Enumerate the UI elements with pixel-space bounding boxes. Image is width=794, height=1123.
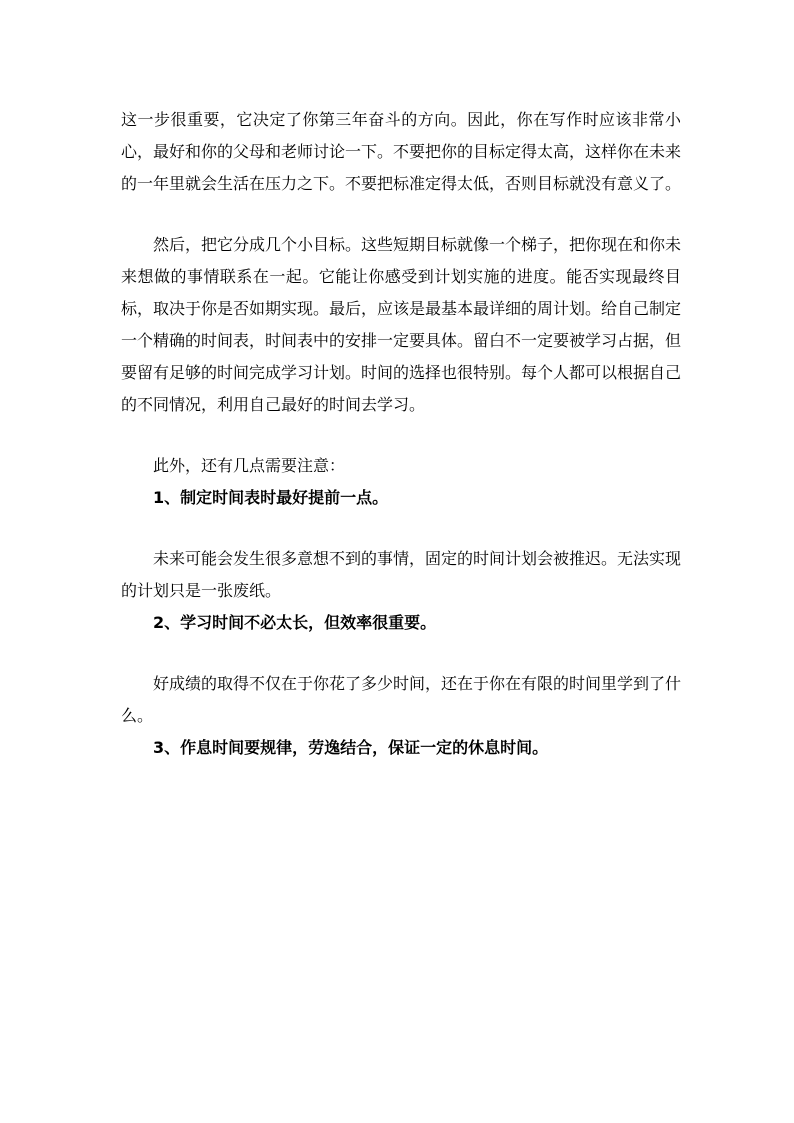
- heading-point-3: 3、作息时间要规律，劳逸结合，保证一定的休息时间。: [153, 738, 549, 757]
- heading-point-2: 2、学习时间不必太长，但效率很重要。: [153, 613, 437, 632]
- paragraph-direction: 这一步很重要，它决定了你第三年奋斗的方向。因此，你在写作时应该非常小心，最好和你的父母和老师讨论一下。不要把你的目标定得太高，这样你在未来的一年里就会生活在压力之下。不要把标准定得太低，否则目标就没有意义了。: [121, 110, 682, 193]
- paragraph-point-1: 未来可能会发生很多意想不到的事情，固定的时间计划会被推迟。无法实现的计划只是一张废纸。: [121, 549, 682, 600]
- document-body: [121, 104, 681, 764]
- paragraph-notes-intro: 此外，还有几点需要注意：: [153, 456, 346, 475]
- paragraph-small-goals: 然后，把它分成几个小目标。这些短期目标就像一个梯子，把你现在和你未来想做的事情联系在一起。它能让你感受到计划实施的进度。能否实现最终目标，取决于你是否如期实现。最后，应该是最基本最详细的周计划。给自己制定一个精确的时间表，时间表中的安排一定要具体。留白不一定要被学习占据，但要留有足够的时间完成学习计划。时间的选择也很特别。每个人都可以根据自己的不同情况，利用自己最好的时间去学习。: [121, 235, 682, 414]
- paragraph-point-2: 好成绩的取得不仅在于你花了多少时间，还在于你在有限的时间里学到了什么。: [121, 674, 682, 725]
- heading-point-1: 1、制定时间表时最好提前一点。: [153, 488, 389, 507]
